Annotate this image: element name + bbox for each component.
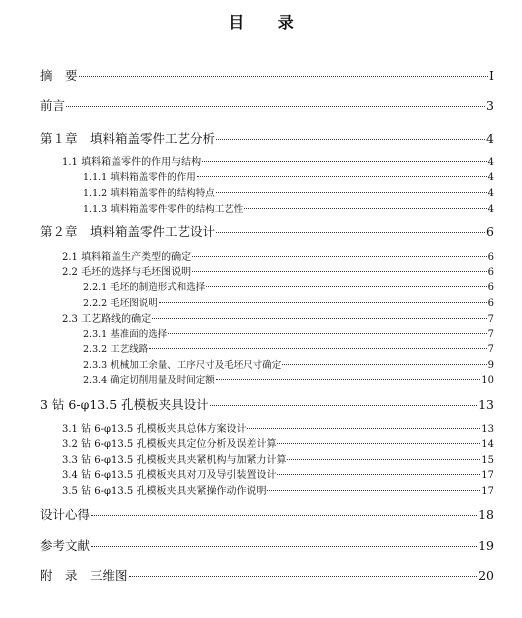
- toc-entry[interactable]: [40, 536, 494, 554]
- toc-entry-label: 3.3 钻 6-φ13.5 孔模板夹具夹紧机构与加紧力计算: [62, 455, 287, 466]
- toc-entry-label: 2.3.1 基准面的选择: [83, 329, 168, 340]
- toc-entry-label: 摘 要: [40, 68, 78, 83]
- toc-page-number: 15: [481, 455, 494, 466]
- toc-entry-label: 前言: [40, 98, 66, 113]
- toc-entry-label: 3.4 钻 6-φ13.5 孔模板夹具对刀及导引装置设计: [62, 470, 277, 481]
- toc-entry[interactable]: [40, 395, 494, 413]
- toc-page-number: 4: [486, 131, 494, 146]
- toc-entry[interactable]: [62, 263, 494, 278]
- toc-entry[interactable]: [83, 357, 494, 371]
- toc-entry-label: 2.1 填料箱盖生产类型的确定: [62, 252, 192, 263]
- toc-page-number: 6: [487, 298, 494, 309]
- dot-leader: [129, 576, 478, 577]
- toc-entry[interactable]: [40, 96, 494, 114]
- dot-leader: [159, 302, 487, 303]
- toc-entry-label: 1.1.2 填料箱盖零件的结构特点: [83, 188, 215, 199]
- toc-entry[interactable]: [83, 185, 494, 199]
- toc-page-number: 10: [481, 375, 494, 386]
- toc-entry-label: 2.2.1 毛坯的制造形式和选择: [83, 282, 206, 293]
- toc-page-number: 4: [487, 172, 494, 183]
- toc-entry[interactable]: [83, 295, 494, 309]
- toc-entry-label: 2.2.2 毛坯图说明: [83, 298, 158, 309]
- toc-entry[interactable]: [83, 279, 494, 293]
- toc-entry[interactable]: [62, 310, 494, 325]
- toc-page-number: 6: [487, 267, 494, 278]
- toc-entry-label: 2.3.4 确定切削用量及时间定额: [83, 375, 215, 386]
- toc-page-number: 4: [487, 204, 494, 215]
- dot-leader: [267, 490, 480, 491]
- toc-entry[interactable]: [40, 222, 494, 240]
- toc-entry[interactable]: [62, 420, 494, 435]
- toc-entry-label: 设计心得: [40, 507, 91, 522]
- dot-leader: [277, 443, 480, 444]
- toc-page-number: 6: [486, 224, 494, 239]
- toc-entry[interactable]: [83, 169, 494, 183]
- toc-entry[interactable]: [62, 435, 494, 450]
- toc-entry[interactable]: [62, 248, 494, 263]
- toc-entry-label: 附 录 三维图: [40, 568, 128, 583]
- dot-leader: [149, 348, 486, 349]
- toc-entry[interactable]: [40, 66, 494, 84]
- toc-page-number: 17: [481, 470, 494, 481]
- toc-entry[interactable]: [62, 466, 494, 481]
- toc-entry-label: 第２章 填料箱盖零件工艺设计: [40, 224, 216, 239]
- dot-leader: [202, 161, 487, 162]
- toc-entry-label: 第１章 填料箱盖零件工艺分析: [40, 131, 216, 146]
- toc-entry[interactable]: [40, 505, 494, 523]
- dot-leader: [91, 515, 477, 516]
- toc-page-number: 18: [478, 507, 494, 522]
- dot-leader: [216, 192, 487, 193]
- toc-entry[interactable]: [83, 201, 494, 215]
- toc-entry-label: 2.3 工艺路线的确定: [62, 314, 152, 325]
- toc-entry-label: 3.5 钻 6-φ13.5 孔模板夹具夹紧操作动作说明: [62, 486, 267, 497]
- dot-leader: [152, 318, 487, 319]
- toc-entry-label: 2.3.3 机械加工余量、工序尺寸及毛坯尺寸确定: [83, 360, 282, 371]
- toc-entry[interactable]: [40, 129, 494, 147]
- dot-leader: [192, 256, 487, 257]
- dot-leader: [91, 546, 477, 547]
- toc-page-number: 9: [487, 360, 494, 371]
- toc-page-number: 7: [487, 329, 494, 340]
- toc-entry-label: 3.1 钻 6-φ13.5 孔模板夹具总体方案设计: [62, 424, 247, 435]
- toc-entry-label: 参考文献: [40, 538, 91, 553]
- dot-leader: [277, 474, 480, 475]
- dot-leader: [192, 271, 487, 272]
- toc-page-number: 6: [487, 282, 494, 293]
- dot-leader: [206, 286, 486, 287]
- toc-entry-label: 1.1 填料箱盖零件的作用与结构: [62, 157, 202, 168]
- dot-leader: [66, 106, 485, 107]
- toc-page-number: 3: [486, 98, 494, 113]
- toc-page-number: 14: [481, 439, 494, 450]
- toc-entry-label: 3.2 钻 6-φ13.5 孔模板夹具定位分析及误差计算: [62, 439, 277, 450]
- toc-page-number: 7: [487, 314, 494, 325]
- toc-page-number: 4: [487, 157, 494, 168]
- dot-leader: [287, 459, 480, 460]
- dot-leader: [216, 139, 485, 140]
- toc-entry-label: 1.1.3 填料箱盖零件零件的结构工艺性: [83, 204, 244, 215]
- toc-page-number: 6: [487, 252, 494, 263]
- toc-title: 目 录: [228, 13, 308, 32]
- toc-entry[interactable]: [62, 153, 494, 168]
- toc-page-number: 17: [481, 486, 494, 497]
- toc-page-number: 4: [487, 188, 494, 199]
- toc-entry-label: 2.2 毛坯的选择与毛坯图说明: [62, 267, 192, 278]
- dot-leader: [168, 333, 486, 334]
- dot-leader: [197, 176, 487, 177]
- toc-entry-label: 1.1.1 填料箱盖零件的作用: [83, 172, 196, 183]
- toc-entry-label: 2.3.2 工艺线路: [83, 344, 149, 355]
- dot-leader: [216, 379, 481, 380]
- toc-entry[interactable]: [62, 482, 494, 497]
- dot-leader: [216, 232, 485, 233]
- dot-leader: [247, 428, 480, 429]
- dot-leader: [282, 364, 486, 365]
- toc-page-number: 20: [478, 568, 494, 583]
- toc-entry-label: 3 钻 6-φ13.5 孔模板夹具设计: [40, 397, 209, 412]
- dot-leader: [79, 76, 489, 77]
- toc-page-number: I: [489, 68, 494, 83]
- toc-entry[interactable]: [83, 326, 494, 340]
- toc-page-number: 7: [487, 344, 494, 355]
- dot-leader: [210, 405, 477, 406]
- toc-entry[interactable]: [83, 372, 494, 386]
- toc-entry[interactable]: [83, 341, 494, 355]
- toc-entry[interactable]: [62, 451, 494, 466]
- toc-page-number: 13: [481, 424, 494, 435]
- toc-page-number: 19: [478, 538, 494, 553]
- toc-entry[interactable]: [40, 566, 494, 584]
- toc-page-number: 13: [478, 397, 494, 412]
- dot-leader: [244, 208, 486, 209]
